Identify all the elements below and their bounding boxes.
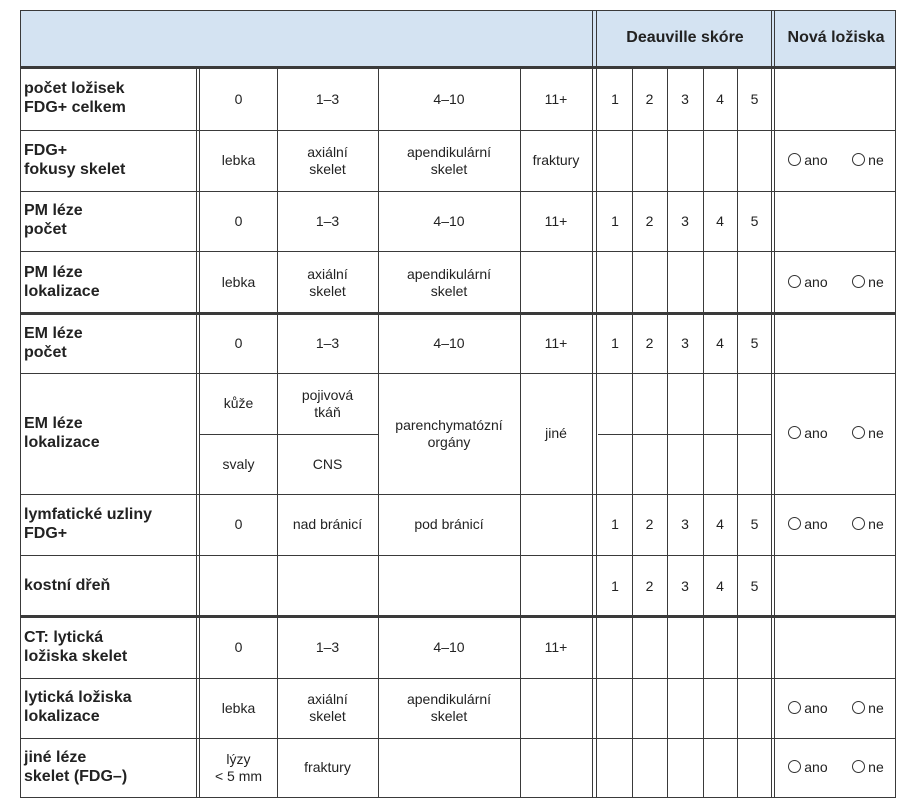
cell-text	[307, 266, 347, 300]
cell-line: skelet	[430, 708, 468, 724]
table-cell	[200, 68, 277, 130]
table-cell	[520, 251, 592, 314]
score-separator	[632, 66, 633, 797]
table-cell	[277, 251, 378, 314]
deauville-score-3[interactable]: 3	[681, 90, 689, 107]
row-label	[20, 68, 196, 130]
table-cell	[200, 130, 277, 191]
header-deauville-score: Deauville skóre	[626, 29, 744, 47]
row-label-text	[24, 749, 127, 787]
yes-no-options	[776, 152, 896, 169]
row-label-line: FDG+ celkem	[24, 99, 126, 116]
cell-line: axiální	[307, 265, 348, 282]
radio-circle-icon[interactable]	[852, 760, 865, 773]
deauville-score-4[interactable]: 4	[716, 335, 724, 352]
radio-circle-icon[interactable]	[852, 701, 865, 714]
row-label-text	[24, 325, 83, 363]
header-new-lesions: Nová ložiska	[787, 29, 885, 47]
cell-line: apendikulární	[406, 143, 492, 160]
row-label	[20, 678, 196, 738]
cell-text	[224, 395, 254, 412]
radio-circle-icon[interactable]	[852, 275, 865, 288]
row-separator	[20, 738, 896, 739]
cell-other	[520, 373, 592, 494]
group-separator	[20, 312, 896, 315]
cell-line: 1–3	[315, 212, 340, 229]
option-no[interactable]	[852, 152, 884, 169]
deauville-score-5[interactable]: 5	[750, 212, 759, 229]
table-cell	[520, 191, 592, 251]
option-no-label: ne	[868, 699, 884, 716]
option-yes-label: ano	[804, 152, 828, 169]
cell-text	[545, 335, 568, 352]
cell-line: lebka	[221, 699, 256, 716]
table-cell	[378, 738, 520, 797]
cell-line: lebka	[221, 152, 256, 169]
deauville-score-3[interactable]: 3	[681, 516, 689, 533]
cell-text	[293, 516, 362, 533]
cell-line: apendikulární	[406, 691, 492, 708]
cell-line: < 5 mm	[214, 767, 263, 784]
label-column-border	[196, 66, 197, 797]
cell-text	[395, 417, 502, 451]
header-separator	[20, 66, 896, 69]
row-label	[20, 555, 196, 617]
table-cell	[520, 68, 592, 130]
cell-text	[222, 152, 255, 169]
deauville-score-5[interactable]: 5	[750, 516, 759, 533]
score-separator	[703, 66, 704, 797]
score-block-border	[774, 10, 775, 797]
radio-circle-icon[interactable]	[852, 153, 865, 166]
cell-line: kůže	[223, 395, 254, 412]
column-separator	[277, 66, 278, 797]
cell-line: axiální	[307, 691, 348, 708]
cell-line: 11+	[544, 335, 568, 352]
row-label	[20, 314, 196, 373]
cell-text	[316, 213, 339, 230]
table-cell	[200, 494, 277, 555]
option-no-label: ne	[868, 274, 884, 291]
option-no-label: ne	[868, 425, 884, 442]
deauville-score-4[interactable]: 4	[716, 516, 724, 533]
cell-text	[433, 335, 464, 352]
radio-circle-icon[interactable]	[788, 426, 801, 439]
row-label-line: PM léze	[24, 202, 83, 220]
new-lesions-cell	[776, 678, 896, 738]
option-no-label: ne	[868, 759, 884, 776]
deauville-score-5[interactable]: 5	[750, 577, 759, 594]
score-separator	[737, 66, 738, 797]
table-cell	[378, 251, 520, 314]
row-label	[20, 251, 196, 314]
table-cell	[378, 494, 520, 555]
row-label-text	[24, 577, 110, 596]
row-label	[20, 191, 196, 251]
row-separator	[20, 191, 896, 192]
cell-line: 11+	[544, 90, 568, 107]
cell-line: orgány	[427, 433, 471, 450]
cell-line: 4–10	[433, 335, 465, 352]
row-separator	[20, 130, 896, 131]
new-lesions-cell	[776, 738, 896, 797]
row-label	[20, 494, 196, 555]
option-yes-label: ano	[804, 425, 828, 442]
cell-connective	[277, 373, 378, 434]
cell-text	[407, 144, 491, 178]
cell-text	[316, 639, 339, 656]
deauville-score-1[interactable]: 1	[611, 516, 619, 533]
cell-line: skelet	[430, 160, 468, 177]
cell-text	[316, 335, 339, 352]
cell-text	[545, 91, 568, 108]
cell-text	[414, 516, 483, 533]
row-label-text	[24, 689, 132, 727]
row-label-line: PM léze	[24, 263, 83, 281]
table-border-top	[20, 10, 896, 11]
cell-text	[235, 639, 243, 656]
table-cell	[277, 130, 378, 191]
row-label-text	[24, 415, 100, 453]
cell-line: lýzy	[226, 750, 251, 767]
row-label-line: lokalizace	[24, 708, 100, 725]
cell-line: 11+	[544, 639, 568, 656]
cell-text	[533, 152, 580, 169]
radio-circle-icon[interactable]	[788, 517, 801, 530]
deauville-score-1[interactable]: 1	[611, 335, 619, 352]
cell-text	[235, 335, 243, 352]
row-label	[20, 373, 196, 494]
deauville-score-3[interactable]: 3	[681, 577, 689, 594]
table-cell	[200, 617, 277, 678]
row-label	[20, 130, 196, 191]
cell-line: tkáň	[314, 403, 341, 420]
option-no[interactable]	[852, 425, 884, 442]
row-label-text	[24, 264, 100, 302]
score-block-border	[592, 10, 593, 797]
deauville-score-4[interactable]: 4	[716, 577, 724, 594]
cell-line: pojivová	[301, 386, 354, 403]
new-lesions-cell	[776, 130, 896, 191]
option-no[interactable]	[852, 700, 884, 717]
cell-text	[433, 639, 464, 656]
row-label-line: EM léze	[24, 324, 83, 342]
cell-text	[304, 759, 351, 776]
table-border-left	[20, 10, 21, 798]
deauville-score-1[interactable]: 1	[611, 212, 619, 229]
row-separator	[20, 251, 896, 252]
table-cell	[520, 555, 592, 617]
row-label-line: FDG+	[24, 524, 68, 542]
cell-line: 0	[234, 212, 243, 229]
cell-cns	[277, 434, 378, 494]
deauville-score-4[interactable]: 4	[716, 212, 724, 229]
cell-text	[407, 266, 491, 300]
table-cell	[520, 738, 592, 797]
yes-no-options	[776, 516, 896, 533]
row-label-line: ložiska skelet	[24, 647, 128, 665]
cell-text	[307, 691, 347, 725]
option-no-label: ne	[868, 516, 884, 533]
option-no-label: ne	[868, 152, 884, 169]
cell-line: skelet	[309, 160, 346, 177]
deauville-score-2[interactable]: 2	[645, 577, 654, 594]
radio-circle-icon[interactable]	[852, 426, 865, 439]
option-yes-label: ano	[804, 274, 828, 291]
table-cell	[200, 314, 277, 373]
table-cell	[378, 314, 520, 373]
cell-line: parenchymatózní	[395, 416, 503, 433]
deauville-score-2[interactable]: 2	[645, 516, 654, 533]
row-label-line: skelet (FDG–)	[24, 767, 128, 785]
cell-line: jiné	[545, 425, 567, 442]
cell-text	[545, 213, 568, 230]
option-yes[interactable]	[788, 700, 827, 717]
cell-text	[433, 91, 464, 108]
cell-line: apendikulární	[406, 265, 492, 282]
row-label-line: lytická ložiska	[24, 689, 132, 707]
cell-line: 0	[234, 335, 243, 352]
table-cell	[200, 191, 277, 251]
row-separator	[20, 494, 896, 495]
score-block-border	[596, 10, 597, 797]
cell-text	[307, 144, 347, 178]
table-cell	[378, 617, 520, 678]
cell-text	[545, 425, 567, 442]
table-border-bottom	[20, 797, 896, 798]
cell-text	[545, 639, 568, 656]
table-cell	[277, 678, 378, 738]
table-cell	[378, 68, 520, 130]
table-cell	[277, 617, 378, 678]
row-label-text	[24, 80, 126, 118]
table-cell	[520, 314, 592, 373]
score-separator	[667, 66, 668, 797]
row-label-line: počet ložisek	[24, 80, 125, 98]
deauville-score-2[interactable]: 2	[645, 212, 654, 229]
cell-line: pod bránicí	[414, 516, 484, 533]
table-cell	[277, 191, 378, 251]
option-yes[interactable]	[788, 152, 827, 169]
row-label-line: lymfatické uzliny	[24, 505, 153, 523]
table-cell	[200, 251, 277, 314]
row-label	[20, 617, 196, 678]
row-label-line: jiné léze	[24, 748, 87, 766]
row-label-text	[24, 629, 127, 667]
new-lesions-cell	[776, 494, 896, 555]
cell-text	[235, 213, 243, 230]
option-yes-label: ano	[804, 759, 828, 776]
cell-text	[407, 691, 491, 725]
column-separator	[520, 66, 521, 797]
table-cell	[520, 678, 592, 738]
row-label-line: lokalizace	[24, 433, 100, 451]
option-yes-label: ano	[804, 699, 828, 716]
cell-text	[302, 387, 353, 421]
yes-no-options	[776, 700, 896, 717]
table-cell	[277, 555, 378, 617]
new-lesions-cell	[776, 373, 896, 494]
deauville-score-2[interactable]: 2	[645, 335, 654, 352]
option-yes[interactable]	[788, 759, 827, 776]
cell-line: lebka	[221, 274, 256, 291]
deauville-score-5[interactable]: 5	[750, 90, 759, 107]
cell-line: 1–3	[315, 639, 340, 656]
radio-circle-icon[interactable]	[852, 517, 865, 530]
deauville-score-1[interactable]: 1	[611, 90, 619, 107]
deauville-score-3[interactable]: 3	[681, 212, 689, 229]
cell-text	[235, 91, 243, 108]
cell-line: 0	[234, 90, 243, 107]
cell-muscles	[200, 434, 277, 494]
option-yes[interactable]	[788, 516, 827, 533]
row-label-text	[24, 202, 83, 240]
score-block-border	[771, 10, 772, 797]
cell-text	[313, 456, 343, 473]
option-no[interactable]	[852, 516, 884, 533]
cell-text	[222, 700, 255, 717]
new-lesions-cell	[776, 251, 896, 314]
cell-line: 11+	[544, 212, 568, 229]
row-label-line: počet	[24, 221, 67, 238]
yes-no-options	[776, 274, 896, 291]
cell-skin	[200, 373, 277, 434]
cell-text	[222, 274, 255, 291]
cell-line: skelet	[309, 282, 346, 299]
table-cell	[277, 494, 378, 555]
cell-line: nad bránicí	[292, 516, 363, 533]
group-separator	[20, 615, 896, 618]
option-yes[interactable]	[788, 274, 827, 291]
table-cell	[520, 494, 592, 555]
cell-text	[235, 516, 243, 533]
table-border-right	[895, 10, 896, 798]
cell-text	[223, 456, 255, 473]
deauville-score-3[interactable]: 3	[681, 335, 689, 352]
row-label	[20, 738, 196, 797]
cell-line: skelet	[309, 708, 346, 724]
sub-row-separator	[200, 434, 378, 435]
cell-line: 1–3	[315, 90, 340, 107]
row-label-line: FDG+	[24, 141, 68, 159]
table-cell	[520, 130, 592, 191]
table-cell	[277, 314, 378, 373]
table-cell	[200, 738, 277, 797]
option-yes-label: ano	[804, 516, 828, 533]
row-separator	[20, 678, 896, 679]
table-cell	[277, 68, 378, 130]
row-label-line: CT: lytická	[24, 628, 104, 646]
deauville-score-5[interactable]: 5	[750, 335, 759, 352]
deauville-score-4[interactable]: 4	[716, 90, 724, 107]
cell-line: skelet	[430, 282, 468, 299]
cell-line: CNS	[312, 455, 343, 472]
option-no[interactable]	[852, 759, 884, 776]
table-cell	[378, 555, 520, 617]
cell-line: svaly	[222, 455, 255, 472]
radio-circle-icon[interactable]	[788, 701, 801, 714]
option-yes[interactable]	[788, 425, 827, 442]
table-cell	[200, 555, 277, 617]
deauville-score-2[interactable]: 2	[645, 90, 654, 107]
cell-line: 0	[234, 639, 243, 656]
yes-no-options	[776, 425, 896, 442]
row-label-line: počet	[24, 343, 67, 361]
row-label-text	[24, 142, 125, 180]
cell-line: 4–10	[433, 212, 465, 229]
table-cell	[378, 130, 520, 191]
label-column-border	[199, 66, 200, 797]
table-cell	[200, 678, 277, 738]
radio-circle-icon[interactable]	[788, 153, 801, 166]
table-cell	[277, 738, 378, 797]
cell-line: fraktury	[304, 759, 351, 776]
cell-text	[215, 751, 262, 785]
row-label-line: kostní dřeň	[24, 576, 111, 594]
row-separator	[20, 373, 896, 374]
column-separator	[378, 66, 379, 797]
yes-no-options	[776, 759, 896, 776]
option-no[interactable]	[852, 274, 884, 291]
cell-line: 4–10	[433, 90, 465, 107]
cell-text	[433, 213, 464, 230]
table-cell	[378, 191, 520, 251]
table-cell	[520, 617, 592, 678]
cell-line: axiální	[307, 143, 348, 160]
cell-line: 4–10	[433, 639, 465, 656]
row-label-line: EM léze	[24, 414, 83, 432]
cell-line: 0	[234, 516, 243, 533]
radio-circle-icon[interactable]	[788, 275, 801, 288]
sub-row-separator	[598, 434, 772, 435]
row-label-line: lokalizace	[24, 282, 100, 300]
table-cell	[378, 678, 520, 738]
deauville-score-1[interactable]: 1	[611, 577, 619, 594]
cell-line: fraktury	[532, 152, 580, 169]
cell-line: 1–3	[315, 335, 340, 352]
cell-organs	[378, 373, 520, 494]
row-label-text	[24, 506, 152, 544]
row-separator	[20, 555, 896, 556]
cell-text	[316, 91, 339, 108]
radio-circle-icon[interactable]	[788, 760, 801, 773]
row-label-line: fokusy skelet	[24, 160, 126, 178]
